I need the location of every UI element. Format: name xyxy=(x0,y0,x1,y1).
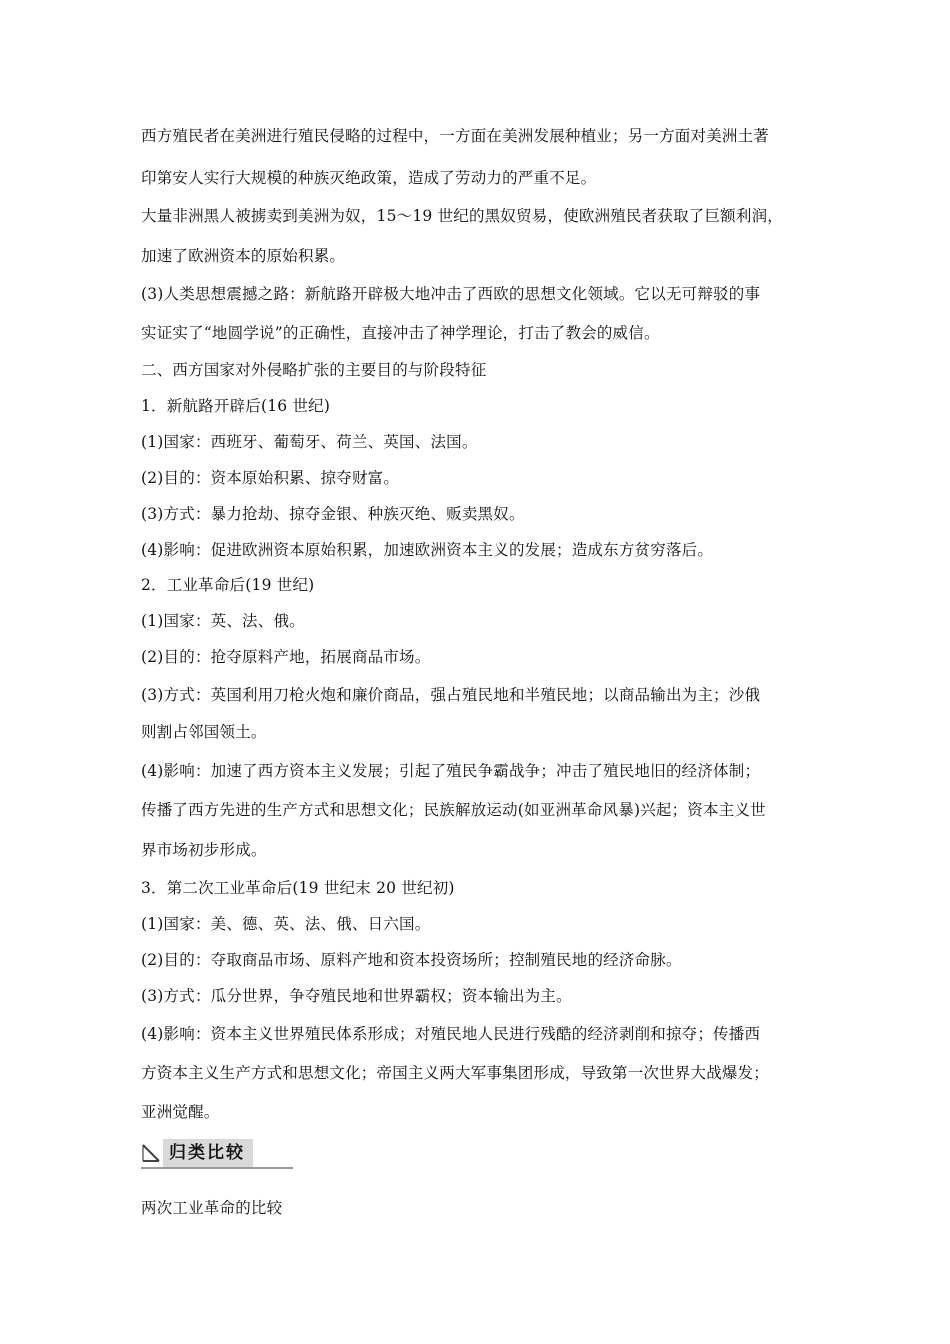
diagonal-corner-icon xyxy=(141,1143,161,1163)
subsection-title: 2．工业革命后(19 世纪) xyxy=(141,576,315,594)
text-line: (1)国家：英、法、俄。 xyxy=(141,612,305,630)
text-line: (4)影响：资本主义世界殖民体系形成；对殖民地人民进行残酷的经济剥削和掠夺；传播西 xyxy=(141,1025,761,1043)
text-line: (4)影响：加速了西方资本主义发展；引起了殖民争霸战争；冲击了殖民地旧的经济体制； xyxy=(141,762,761,780)
text-line: (2)目的：资本原始积累、掠夺财富。 xyxy=(141,469,400,487)
text-line: 西方殖民者在美洲进行殖民侵略的过程中，一方面在美洲发展种植业；另一方面对美洲土著 xyxy=(141,127,770,145)
text-line: (3)方式：瓜分世界，争夺殖民地和世界霸权；资本输出为主。 xyxy=(141,987,572,1005)
text-line: 传播了西方先进的生产方式和思想文化；民族解放运动(如亚洲革命风暴)兴起；资本主义世 xyxy=(141,801,766,819)
text-line: (4)影响：促进欧洲资本原始积累，加速欧洲资本主义的发展；造成东方贫穷落后。 xyxy=(141,541,714,559)
text-line: (3)方式：英国利用刀枪火炮和廉价商品，强占殖民地和半殖民地；以商品输出为主；沙俄 xyxy=(141,686,761,704)
text-line: 印第安人实行大规模的种族灭绝政策，造成了劳动力的严重不足。 xyxy=(141,169,597,187)
section-heading xyxy=(141,1139,293,1169)
section-heading-label: 归类比较 xyxy=(169,1143,245,1163)
text-line: 亚洲觉醒。 xyxy=(141,1103,220,1121)
text-line: 界市场初步形成。 xyxy=(141,841,267,859)
subsection-title: 1．新航路开辟后(16 世纪) xyxy=(141,397,331,415)
text-line: (3)方式：暴力抢劫、掠夺金银、种族灭绝、贩卖黑奴。 xyxy=(141,505,525,523)
text-line: (2)目的：抢夺原料产地，拓展商品市场。 xyxy=(141,648,431,666)
section-title: 二、西方国家对外侵略扩张的主要目的与阶段特征 xyxy=(141,361,487,379)
text-line: 方资本主义生产方式和思想文化；帝国主义两大军事集团形成，导致第一次世界大战爆发； xyxy=(141,1064,770,1082)
text-line: 加速了欧洲资本的原始积累。 xyxy=(141,247,346,265)
text-line: (1)国家：西班牙、葡萄牙、荷兰、英国、法国。 xyxy=(141,433,478,451)
heading-rule xyxy=(141,1167,293,1169)
text-line: (3)人类思想震撼之路：新航路开辟极大地冲击了西欧的思想文化领域。它以无可辩驳的事 xyxy=(141,285,761,303)
text-line: 实证实了“地圆学说”的正确性，直接冲击了神学理论，打击了教会的威信。 xyxy=(141,324,660,342)
text-line: (1)国家：美、德、英、法、俄、日六国。 xyxy=(141,915,431,933)
subsection-title: 3．第二次工业革命后(19 世纪末 20 世纪初) xyxy=(141,879,455,897)
text-line: 两次工业革命的比较 xyxy=(141,1199,283,1217)
text-line: 大量非洲黑人被掳卖到美洲为奴，15～19 世纪的黑奴贸易，使欧洲殖民者获取了巨额利润， xyxy=(141,207,783,225)
text-line: 则割占邻国领土。 xyxy=(141,723,267,741)
text-line: (2)目的：夺取商品市场、原料产地和资本投资场所；控制殖民地的经济命脉。 xyxy=(141,951,682,969)
